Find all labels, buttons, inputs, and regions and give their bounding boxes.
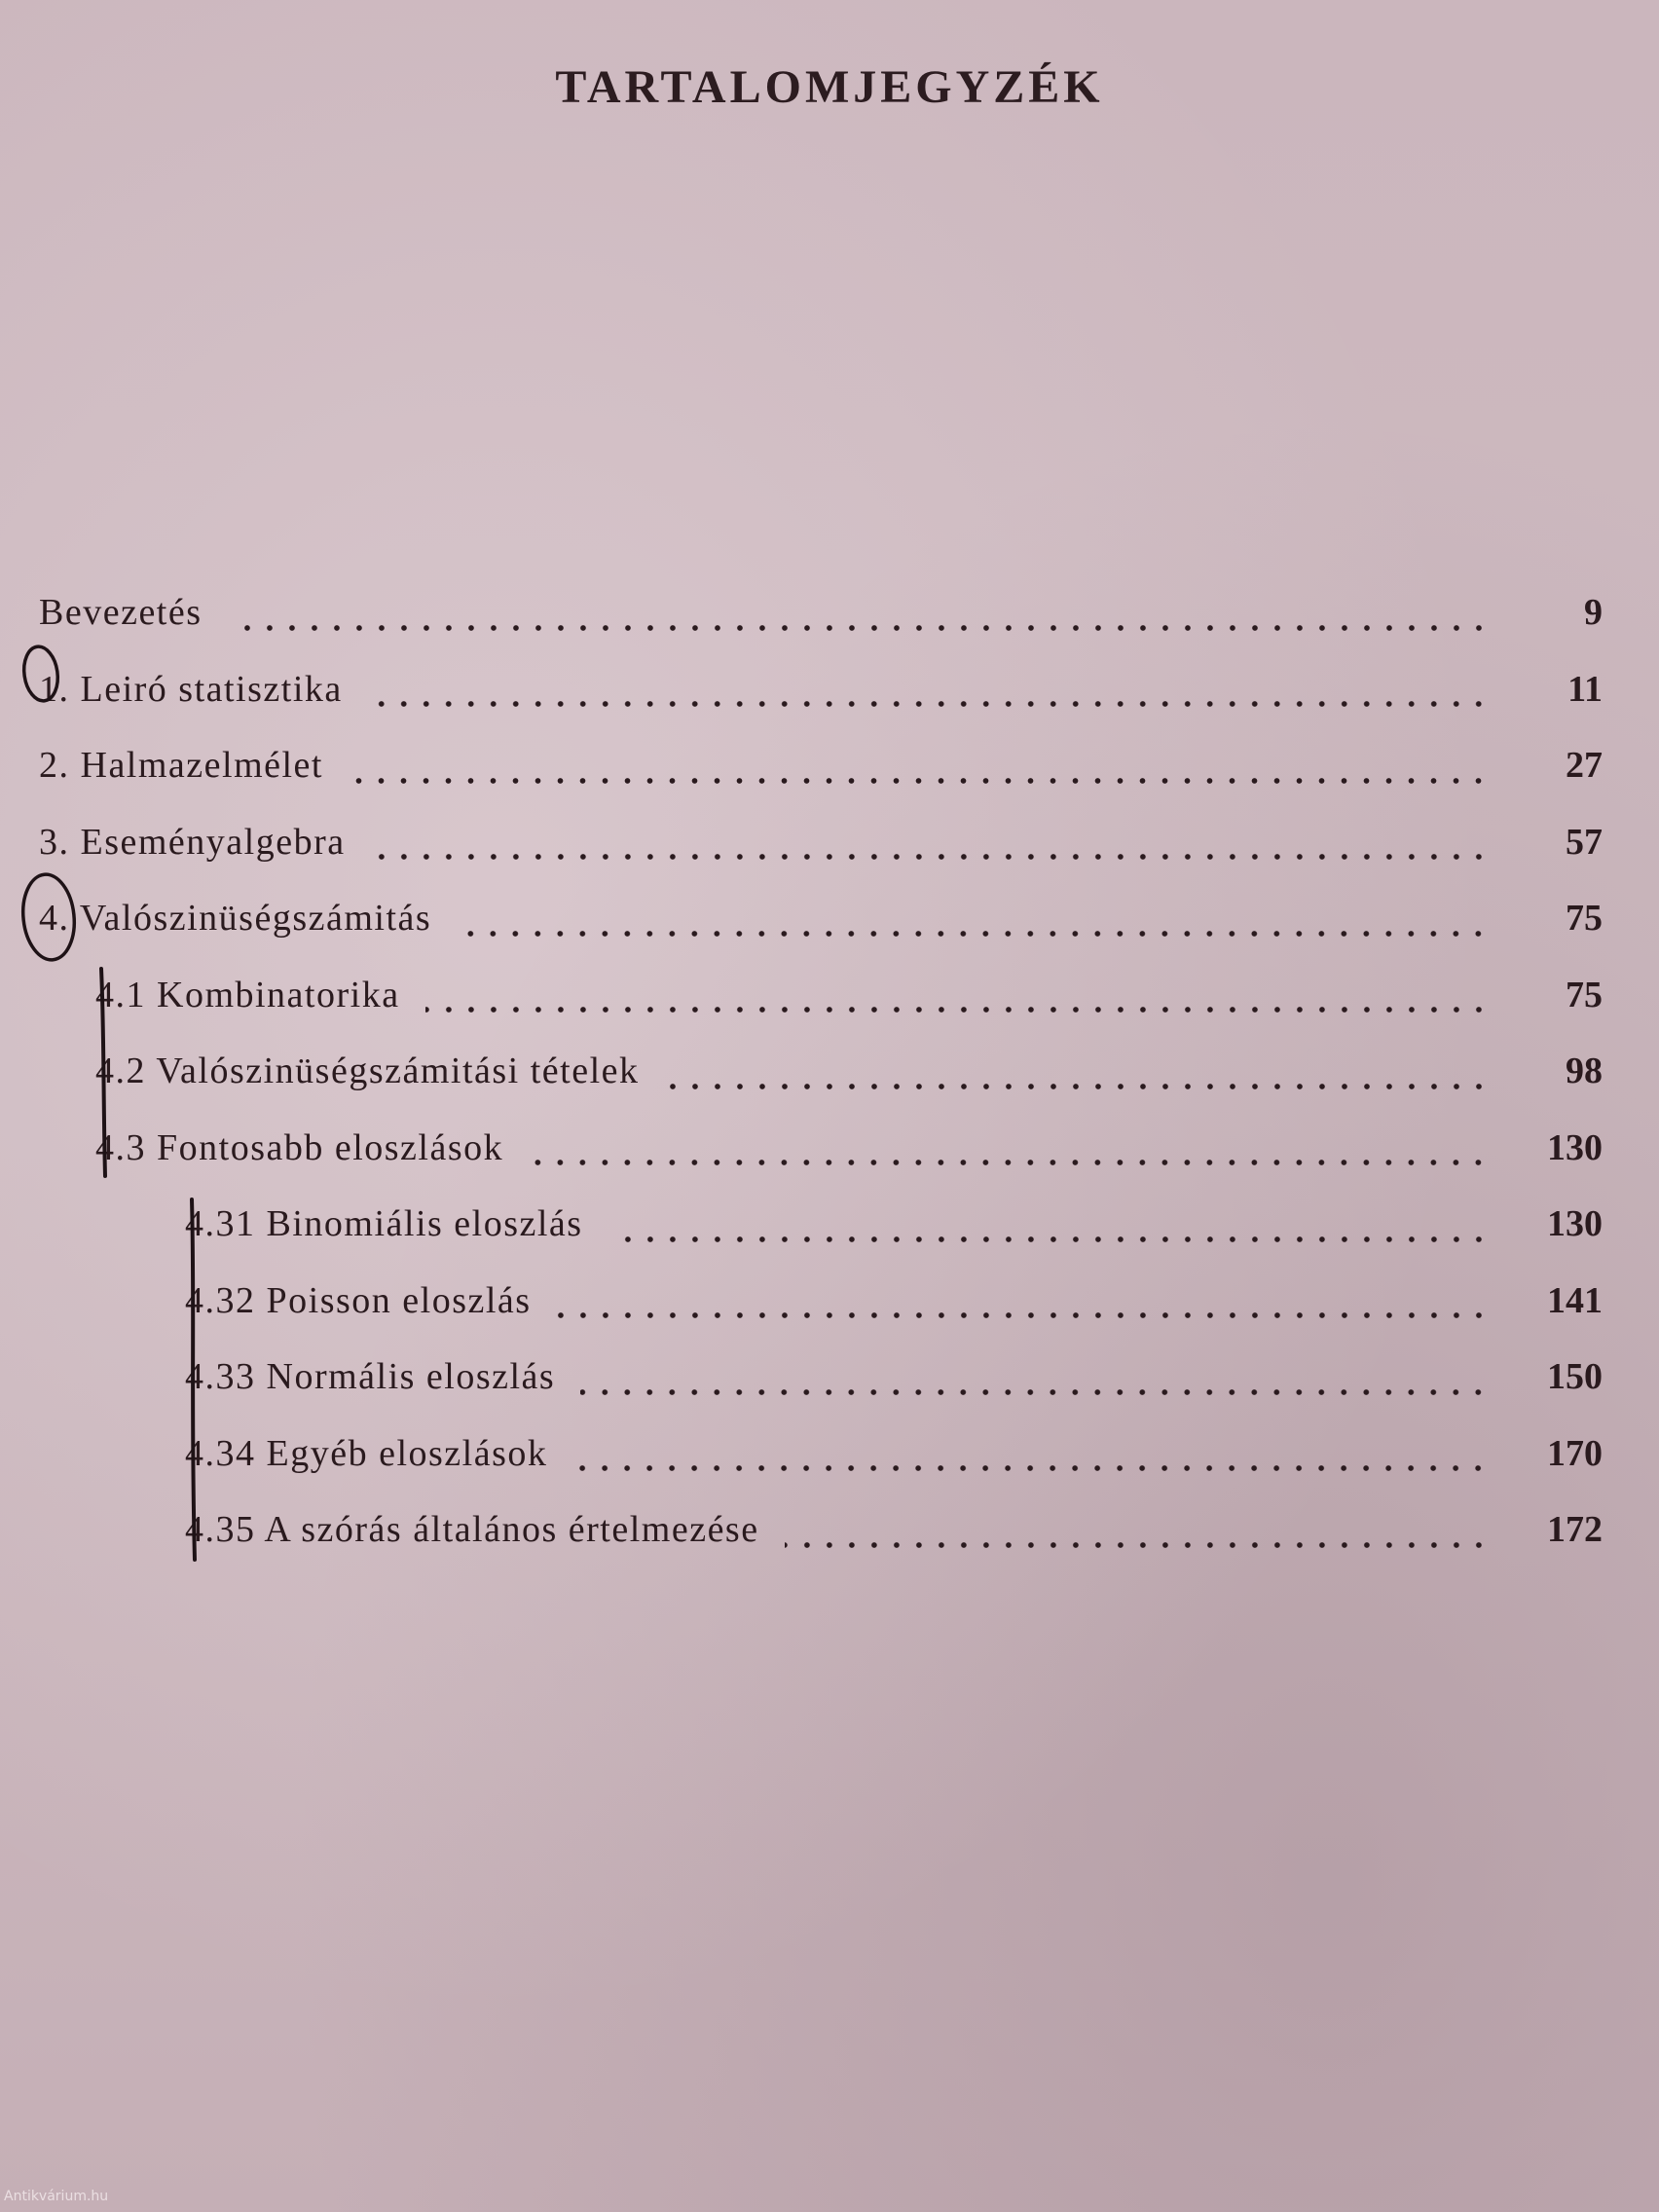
dot-leader [665,1083,1490,1090]
toc-entry-page: 172 [1547,1509,1603,1551]
toc-entry-label: 3. Eseményalgebra [39,821,346,863]
toc-entry-page: 57 [1566,821,1603,863]
toc-entry-chapter-2 [0,727,1659,804]
toc-entry-chapter-4 [0,880,1659,957]
toc-entry-page: 11 [1567,668,1603,710]
dot-leader [425,1006,1490,1014]
dot-leader [608,1235,1490,1243]
toc-entry-label: 2. Halmazelmélet [39,745,323,787]
dot-leader [572,1464,1490,1472]
dot-leader [371,853,1490,861]
dot-leader [785,1541,1490,1549]
toc-entry-label: 4.31 Binomiális eloszlás [185,1203,583,1245]
toc-entry-label: 4.1 Kombinatorika [95,974,400,1015]
toc-entry-section-4-35 [0,1492,1659,1568]
toc-entry-label: Bevezetés [39,592,203,634]
toc-entry-page: 141 [1547,1279,1603,1321]
watermark: Antikvárium.hu [4,2189,109,2204]
toc-entry-label: 4.33 Normális eloszlás [185,1356,556,1398]
dot-leader [457,930,1490,938]
toc-entry-page: 9 [1584,592,1603,634]
toc-entry-page: 27 [1566,745,1603,787]
toc-entry-page: 75 [1566,898,1603,940]
toc-entry-label: 4.2 Valószinüségszámitási tételek [95,1051,640,1092]
dot-leader [228,624,1490,632]
toc-entry-section-4-32 [0,1263,1659,1340]
toc-entry-section-4-34 [0,1416,1659,1493]
toc-entry-label: 1. Leiró statisztika [39,668,343,710]
toc-entry-page: 170 [1547,1432,1603,1474]
toc-entry-page: 150 [1547,1356,1603,1398]
toc-entry-section-4-1 [0,957,1659,1034]
toc-entry-chapter-3 [0,804,1659,881]
page-title: TARTALOMJEGYZÉK [555,61,1104,113]
toc-entry-label: 4.3 Fontosabb eloszlások [95,1126,504,1168]
dot-leader [580,1388,1490,1396]
dot-leader [368,700,1490,708]
toc-entry-chapter-1 [0,651,1659,728]
dot-leader [529,1159,1490,1166]
toc-entry-page: 130 [1547,1126,1603,1168]
toc-entry-section-4-2 [0,1033,1659,1110]
toc-entry-label: 4.34 Egyéb eloszlások [185,1432,548,1474]
toc-entry-section-4-33 [0,1339,1659,1416]
table-of-contents [0,574,1659,1568]
toc-entry-label: 4. Valószinüségszámitás [39,898,432,940]
toc-entry-introduction [0,574,1659,651]
toc-entry-page: 75 [1566,974,1603,1015]
toc-entry-label: 4.32 Poisson eloszlás [185,1279,532,1321]
dot-leader [349,777,1490,785]
dot-leader [557,1311,1490,1319]
toc-entry-page: 98 [1566,1051,1603,1092]
toc-entry-section-4-3 [0,1110,1659,1187]
toc-entry-label: 4.35 A szórás általános értelmezése [185,1509,759,1551]
toc-entry-section-4-31 [0,1186,1659,1263]
toc-entry-page: 130 [1547,1203,1603,1245]
